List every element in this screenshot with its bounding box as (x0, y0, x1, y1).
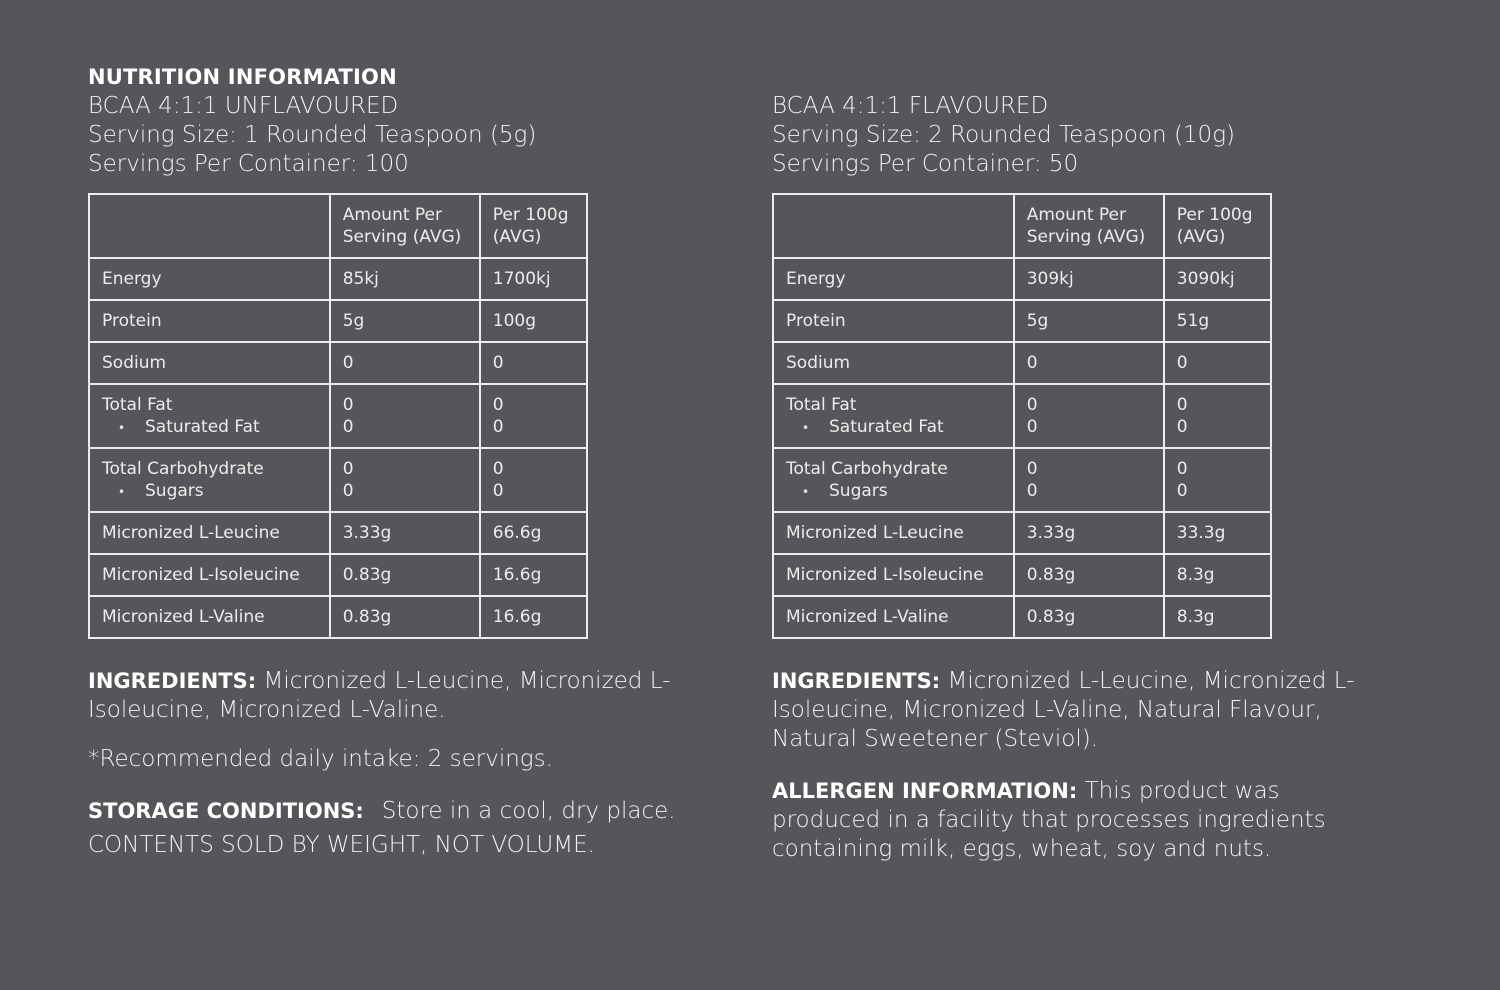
ingredients-section (772, 667, 1392, 864)
nutrient-name: Sodium (89, 342, 330, 384)
ingredients-label: INGREDIENTS: (88, 669, 257, 693)
table-row (89, 448, 587, 512)
nutrient-name: Total Carbohydrate • Sugars (89, 448, 330, 512)
header-per-100g: Per 100g (AVG) (1164, 194, 1271, 258)
per-serving-value: 5g (330, 300, 480, 342)
nutrient-name: Sodium (773, 342, 1014, 384)
per-serving-value: 0.83g (330, 596, 480, 638)
nutrient-name: Micronized L-Valine (773, 596, 1014, 638)
per-serving-value: 0.83g (330, 554, 480, 596)
nutrient-name: Energy (773, 258, 1014, 300)
table-row (773, 300, 1271, 342)
per-serving-value: 3.33g (1014, 512, 1164, 554)
ingredients-label: INGREDIENTS: (772, 669, 941, 693)
table-row (773, 512, 1271, 554)
header-per-serving: Amount Per Serving (AVG) (330, 194, 480, 258)
per-100g-value: 3090kj (1164, 258, 1271, 300)
table-row (89, 596, 587, 638)
table-row (773, 596, 1271, 638)
allergen-text: This product was produced in a facility that processes ingredients containing milk, eggs, wheat, soy and nuts. (772, 778, 1326, 862)
ingredients-text: Micronized L-Leucine, Micronized L-Isoleucine, Micronized L-Valine. (88, 668, 671, 723)
bullet-icon: • (802, 420, 810, 435)
table-row (89, 384, 587, 448)
nutrient-name: Micronized L-Valine (89, 596, 330, 638)
bullet-icon: • (802, 484, 810, 499)
allergen-information (772, 777, 1372, 864)
per-100g-value: 66.6g (480, 512, 587, 554)
flavoured-panel (772, 62, 1412, 864)
product-name: BCAA 4:1:1 UNFLAVOURED (88, 93, 399, 119)
nutrient-name: Micronized L-Isoleucine (89, 554, 330, 596)
sub-nutrient-name: Sugars (145, 480, 204, 501)
ingredients-text: Micronized L-Leucine, Micronized L-Isoleucine, Micronized L-Valine, Natural Flavour, Natural Sweetener (Steviol). (772, 668, 1355, 752)
nutrient-name: Total Carbohydrate • Sugars (773, 448, 1014, 512)
product-name: BCAA 4:1:1 FLAVOURED (772, 93, 1049, 119)
nutrient-name: Micronized L-Leucine (89, 512, 330, 554)
per-100g-value: 16.6g (480, 596, 587, 638)
nutrition-table (772, 193, 1272, 639)
table-row (773, 448, 1271, 512)
table-row (773, 258, 1271, 300)
storage-conditions (88, 797, 698, 826)
nutrition-information-heading: NUTRITION INFORMATION (88, 65, 397, 89)
recommended-intake: *Recommended daily intake: 2 servings. (88, 746, 553, 772)
nutrient-name: Micronized L-Leucine (773, 512, 1014, 554)
header-empty-cell (89, 194, 330, 258)
per-100g-value: 33.3g (1164, 512, 1271, 554)
servings-per-container: Servings Per Container: 100 (88, 151, 409, 177)
per-100g-value: 1700kj (480, 258, 587, 300)
allergen-label: ALLERGEN INFORMATION: (772, 779, 1078, 803)
sub-nutrient-name: Saturated Fat (829, 416, 944, 437)
ingredients-section (88, 667, 698, 860)
servings-per-container: Servings Per Container: 50 (772, 151, 1079, 177)
nutrition-table (88, 193, 588, 639)
per-100g-value: 0 0 (1164, 384, 1271, 448)
header-per-100g: Per 100g (AVG) (480, 194, 587, 258)
table-row (89, 554, 587, 596)
per-100g-value: 8.3g (1164, 596, 1271, 638)
per-serving-value: 0 0 (1014, 384, 1164, 448)
per-serving-value: 3.33g (330, 512, 480, 554)
nutrient-name: Total Fat • Saturated Fat (773, 384, 1014, 448)
nutrient-name: Energy (89, 258, 330, 300)
serving-size: Serving Size: 1 Rounded Teaspoon (5g) (88, 122, 537, 148)
table-row (773, 342, 1271, 384)
per-100g-value: 100g (480, 300, 587, 342)
table-header-row (89, 194, 587, 258)
per-100g-value: 8.3g (1164, 554, 1271, 596)
storage-text: Store in a cool, dry place. (381, 798, 676, 824)
nutrient-name: Protein (89, 300, 330, 342)
per-serving-value: 0.83g (1014, 554, 1164, 596)
table-row (773, 554, 1271, 596)
header-per-serving: Amount Per Serving (AVG) (1014, 194, 1164, 258)
table-row (89, 258, 587, 300)
per-serving-value: 5g (1014, 300, 1164, 342)
table-row (89, 512, 587, 554)
per-100g-value: 51g (1164, 300, 1271, 342)
per-serving-value: 85kj (330, 258, 480, 300)
per-100g-value: 0 0 (480, 384, 587, 448)
contents-note: CONTENTS SOLD BY WEIGHT, NOT VOLUME. (88, 832, 595, 858)
per-100g-value: 0 0 (480, 448, 587, 512)
per-100g-value: 0 0 (1164, 448, 1271, 512)
table-row (89, 300, 587, 342)
unflavoured-panel (88, 62, 728, 860)
nutrient-name: Total Fat • Saturated Fat (89, 384, 330, 448)
storage-label: STORAGE CONDITIONS: (88, 799, 364, 823)
table-row (773, 384, 1271, 448)
table-header-row (773, 194, 1271, 258)
header-empty-cell (773, 194, 1014, 258)
per-serving-value: 0.83g (1014, 596, 1164, 638)
sub-nutrient-name: Saturated Fat (145, 416, 260, 437)
serving-size: Serving Size: 2 Rounded Teaspoon (10g) (772, 122, 1235, 148)
table-row (89, 342, 587, 384)
per-100g-value: 0 (1164, 342, 1271, 384)
per-serving-value: 309kj (1014, 258, 1164, 300)
per-serving-value: 0 0 (1014, 448, 1164, 512)
bullet-icon: • (118, 420, 126, 435)
per-100g-value: 0 (480, 342, 587, 384)
per-serving-value: 0 (330, 342, 480, 384)
per-serving-value: 0 0 (330, 448, 480, 512)
per-serving-value: 0 (1014, 342, 1164, 384)
per-100g-value: 16.6g (480, 554, 587, 596)
bullet-icon: • (118, 484, 126, 499)
nutrient-name: Protein (773, 300, 1014, 342)
nutrient-name: Micronized L-Isoleucine (773, 554, 1014, 596)
per-serving-value: 0 0 (330, 384, 480, 448)
sub-nutrient-name: Sugars (829, 480, 888, 501)
